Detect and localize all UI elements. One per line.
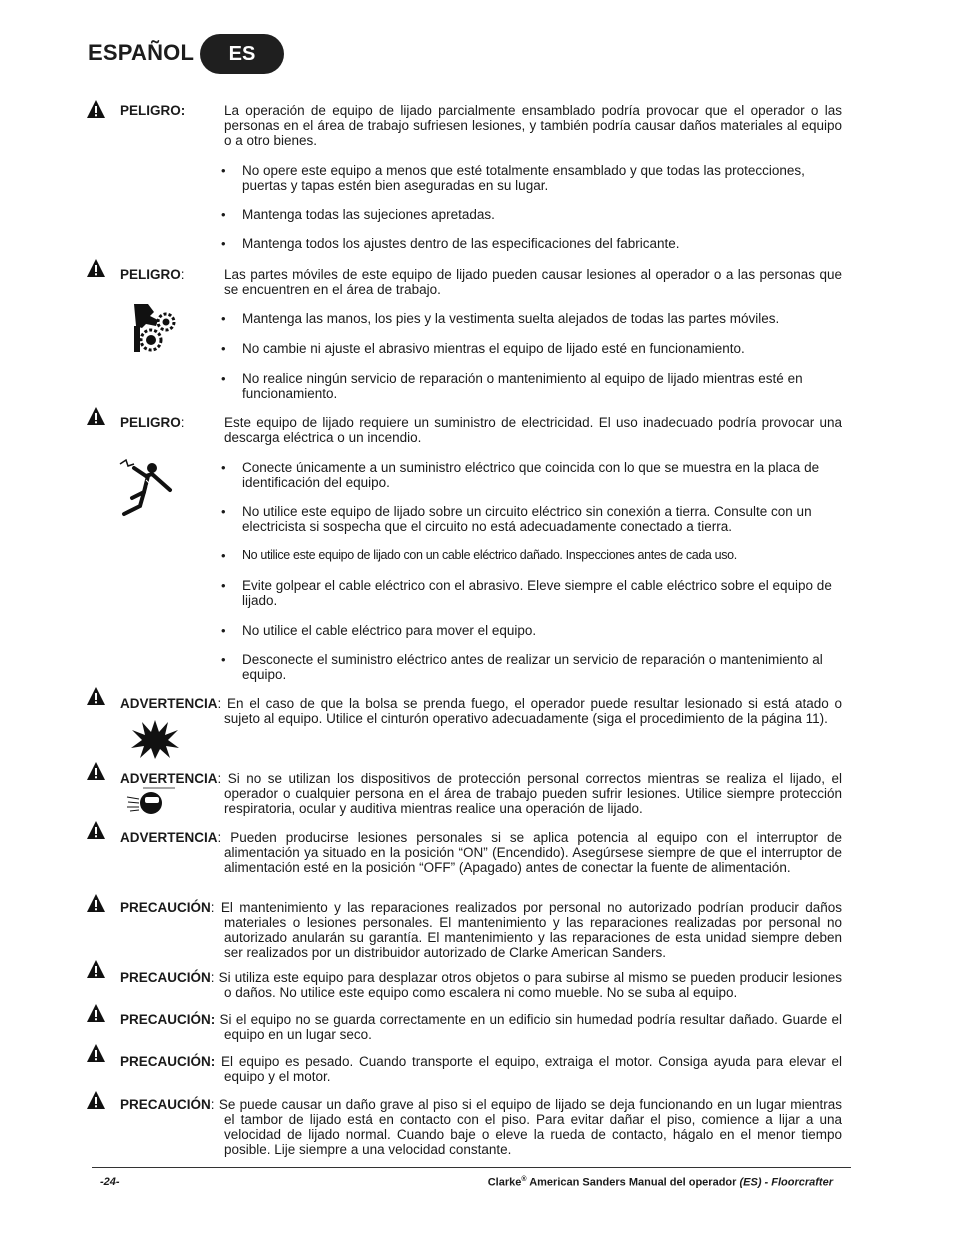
caution-floor-text: PRECAUCIÓN: Se puede causar un daño grave al piso si el equipo de lijado se deja funcionando en un lugar mientras el tambor de lijado está en contacto con el piso. Para evitar dañar el piso, comience a lijar a una velocidad de lijado normal. Cuando baje o eleve la rueda de contacto, hágalo en el menor tiempo posible. Lije siempre a una velocidad constante. [120,1097,842,1157]
warning-triangle-icon [86,1003,106,1023]
danger-text: Este equipo de lijado requiere un suministro de electricidad. El uso inadecuado podría provocar una descarga eléctrica o un incendio. [224,415,842,445]
warning-triangle-icon [86,99,106,119]
bullet-item: Mantenga todos los ajustes dentro de las especificaciones del fabricante. [242,236,680,251]
bullet-dot: • [221,311,226,326]
bullet-dot: • [221,163,226,178]
bullet-item: Conecte únicamente a un suministro eléctrico que coincida con lo que se muestra en la placa de identificación del equipo. [242,460,820,490]
warning-triangle-icon [86,1090,106,1110]
language-title: ESPAÑOL [88,40,195,65]
electric-shock-icon [118,458,176,518]
warning-ppe-text: ADVERTENCIA: Si no se utilizan los dispositivos de protección personal correctos mientras se realiza el lijado, el operador o cualquier persona en el área de trabajo pueden sufrir lesiones. Utilice siempre protección respiratoria, ocular y auditiva mientras realice una operación de lijado. [120,771,842,816]
warning-triangle-icon [86,820,106,840]
hand-gear-hazard-icon [128,300,180,356]
danger-label: PELIGRO: [120,267,185,282]
bullet-item: No utilice este equipo de lijado con un cable eléctrico dañado. Inspecciones antes de cada uso. [242,548,737,562]
bullet-dot: • [221,341,226,356]
warning-triangle-icon [86,686,106,706]
danger-label: PELIGRO: [120,103,186,118]
page-number: -24- [100,1176,120,1188]
bullet-item: No opere este equipo a menos que esté totalmente ensamblado y que todas las protecciones, puertas y tapas estén bien aseguradas en su lugar. [242,163,805,193]
warning-triangle-icon [86,406,106,426]
warning-triangle-icon [86,1043,106,1063]
bullet-item: No realice ningún servicio de reparación o mantenimiento al equipo de lijado mientras esté en funcionamiento. [242,371,803,401]
danger-label: PELIGRO: [120,415,185,430]
caution-maintenance-text: PRECAUCIÓN: El mantenimiento y las reparaciones realizados por personal no autorizado podrían producir daños materiales o lesiones personales. El mantenimiento y las reparaciones realizadas por personal no autorizado anularán su garantía. El mantenimiento y las reparaciones de esta unidad siempre deben ser realizados por un distribuidor autorizado de Clarke American Sanders. [120,900,842,960]
footer-divider [92,1167,851,1168]
bullet-dot: • [221,460,226,475]
bullet-dot: • [221,207,226,222]
bullet-item: Mantenga las manos, los pies y la vestimenta suelta alejados de todas las partes móviles. [242,311,780,326]
bullet-dot: • [221,652,226,667]
danger-text: Las partes móviles de este equipo de lijado pueden causar lesiones al operador o a las personas que se encuentren en el área de trabajo. [224,267,842,297]
bullet-dot: • [221,578,226,593]
bullet-item: Evite golpear el cable eléctrico con el abrasivo. Eleve siempre el cable eléctrico sobre el equipo de lijado. [242,578,832,608]
footer-title: Clarke® American Sanders Manual del operador (ES) - Floorcrafter [487,1176,833,1189]
bullet-dot: • [221,371,226,386]
bullet-item: No utilice el cable eléctrico para mover el equipo. [242,623,537,638]
language-badge: ES [200,34,284,74]
caution-heavy-text: PRECAUCIÓN: El equipo es pesado. Cuando transporte el equipo, extraiga el motor. Consiga ayuda para elevar el equipo y el motor. [120,1054,842,1084]
explosion-icon [130,718,180,760]
warning-triangle-icon [86,959,106,979]
warning-triangle-icon [86,258,106,278]
bullet-item: Desconecte el suministro eléctrico antes de realizar un servicio de reparación o mantenimiento al equipo. [242,652,823,682]
bullet-item: Mantenga todas las sujeciones apretadas. [242,207,495,222]
warning-triangle-icon [86,761,106,781]
bullet-item: No utilice este equipo de lijado sobre un circuito eléctrico sin conexión a tierra. Consulte con un electricista si sospecha que el circuito no está adecuadamente conectado a tierra. [242,504,812,534]
bullet-dot: • [221,236,226,251]
warning-triangle-icon [86,893,106,913]
bullet-dot: • [221,623,226,638]
warning-power-text: ADVERTENCIA: Pueden producirse lesiones personales si se aplica potencia al equipo con el interruptor de alimentación ya situado en la posición “ON” (Encendido). Asegúrsese siempre de que el interruptor de alimentación esté en la posición “OFF” (Apagado) antes de conectar la fuente de alimentación. [120,830,842,875]
caution-climbing-text: PRECAUCIÓN: Si utiliza este equipo para desplazar otros objetos o para subirse al mismo se pueden producir lesiones o daños. No utilice este equipo como escalera ni como mueble. No se suba al equipo. [120,970,842,1000]
bullet-dot: • [221,548,226,563]
bullet-dot: • [221,504,226,519]
danger-text: La operación de equipo de lijado parcialmente ensamblado podría provocar que el operador o las personas en el área de trabajo sufriesen lesiones, y también podría causar daños materiales al equipo o a otro bienes. [224,103,842,148]
caution-storage-text: PRECAUCIÓN: Si el equipo no se guarda correctamente en un edificio sin humedad podría resultar dañado. Guarde el equipo en un lugar seco. [120,1012,842,1042]
protective-gear-icon [125,787,175,817]
bullet-item: No cambie ni ajuste el abrasivo mientras el equipo de lijado esté en funcionamiento. [242,341,745,356]
warning-fire-text: ADVERTENCIA: En el caso de que la bolsa se prenda fuego, el operador puede resultar lesionado si está atado o sujeto al equipo. Utilice el cinturón operativo adecuadamente (siga el procedimiento de la página 11). [120,696,842,726]
